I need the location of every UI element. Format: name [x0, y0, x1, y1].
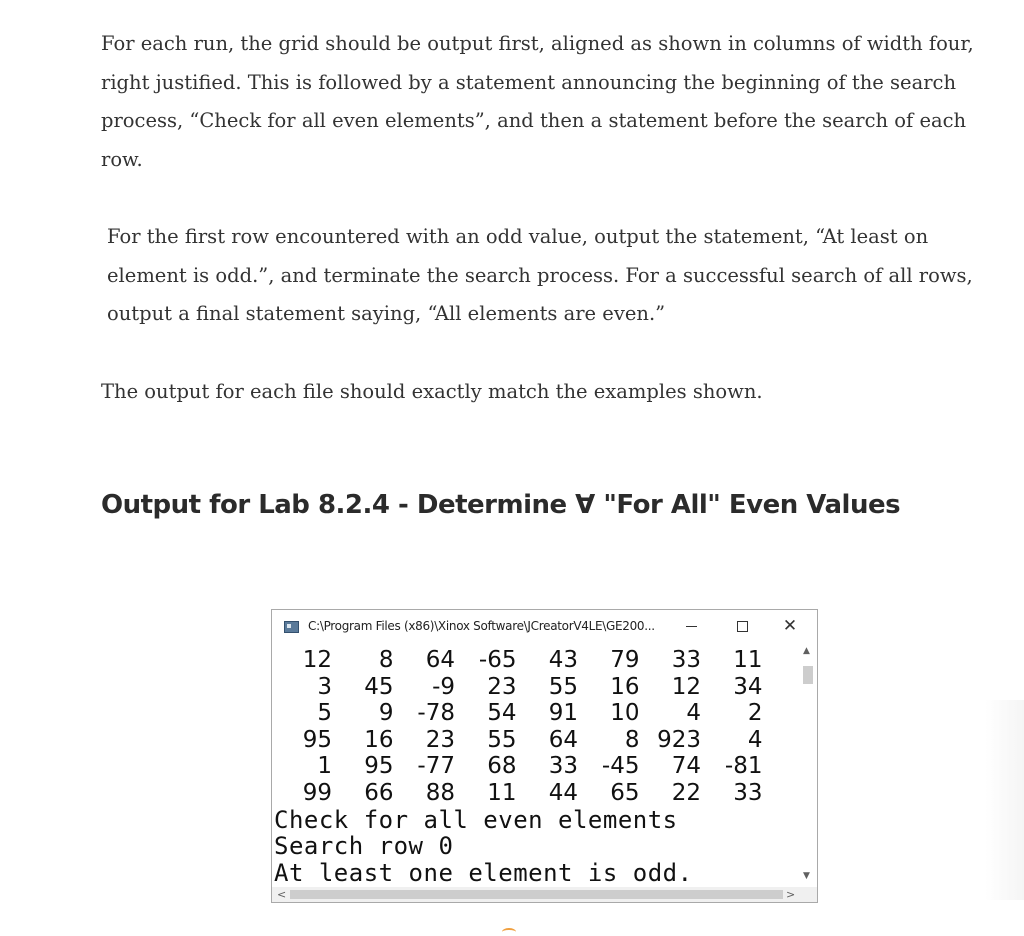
grid-cell: 11 — [487, 780, 517, 806]
grid-cell: -65 — [478, 647, 517, 673]
grid-cell: 23 — [425, 726, 455, 753]
grid-cell: 9 — [378, 700, 394, 727]
grid-cell: 22 — [671, 780, 701, 806]
vertical-scroll-thumb[interactable] — [803, 666, 813, 684]
grid-cell: 12 — [671, 673, 701, 700]
grid-cell: 66 — [364, 780, 394, 806]
grid-cell: 33 — [671, 647, 701, 673]
grid-cell: 23 — [487, 673, 517, 700]
grid-cell: 2 — [747, 700, 763, 727]
scroll-left-icon[interactable]: < — [277, 888, 287, 901]
minimize-icon — [686, 626, 697, 627]
console-output — [272, 642, 797, 887]
grid-cell: 64 — [548, 726, 578, 753]
grid-cell: 65 — [610, 780, 640, 806]
grid-cell: 55 — [548, 673, 578, 700]
grid-cell: 55 — [487, 726, 517, 753]
grid-cell: 5 — [317, 700, 332, 727]
decorative-mark — [502, 928, 516, 936]
grid-cell: 68 — [487, 753, 517, 780]
console-title: C:\Program Files (x86)\Xinox Software\JCreatorV4LE\GE200... — [308, 619, 655, 633]
grid-cell: 45 — [364, 673, 394, 700]
grid-cell: 10 — [610, 700, 640, 727]
grid-cell: 44 — [548, 780, 578, 806]
grid-cell: 99 — [302, 780, 332, 806]
grid-cell: -81 — [724, 753, 763, 780]
grid-cell: 95 — [364, 753, 394, 780]
horizontal-scroll-thumb[interactable] — [290, 890, 783, 899]
console-window — [271, 609, 818, 903]
console-output-line: Check for all even elements — [274, 805, 678, 834]
page-shadow — [985, 700, 1024, 900]
minimize-button[interactable] — [671, 614, 711, 638]
grid-cell: 33 — [733, 780, 763, 806]
console-app-icon — [284, 621, 299, 633]
grid-cell: 79 — [610, 647, 640, 673]
close-button[interactable] — [770, 614, 810, 638]
instruction-paragraph-3: The output for each file should exactly match the examples shown. — [101, 380, 763, 403]
maximize-icon — [737, 621, 748, 632]
grid-cell: 3 — [317, 673, 332, 700]
scroll-up-icon[interactable]: ▲ — [803, 646, 810, 656]
grid-cell: 16 — [364, 726, 394, 753]
maximize-button[interactable] — [722, 614, 762, 638]
instruction-paragraph-1: For each run, the grid should be output first, aligned as shown in columns of width four, right justified. This is followed by a statement announcing the beginning of the search process, “Check for all even elements”, and then a statement before the search of each row. — [101, 32, 974, 171]
grid-cell: 64 — [425, 647, 455, 673]
grid-cell: 34 — [733, 673, 763, 700]
horizontal-scrollbar[interactable] — [272, 887, 799, 902]
console-output-line: At least one element is odd. — [274, 858, 693, 887]
grid-cell: 4 — [747, 726, 763, 753]
console-titlebar[interactable] — [272, 610, 817, 642]
grid-cell: 12 — [302, 647, 332, 673]
instruction-paragraph-2: For the first row encountered with an odd value, output the statement, “At least on element is odd.”, and terminate the search process. For a successful search of all rows, output a final statement saying, “All elements are even.” — [107, 225, 973, 325]
grid-cell: -78 — [417, 700, 455, 727]
vertical-scrollbar[interactable] — [799, 642, 816, 887]
grid-cell: 8 — [378, 647, 394, 673]
grid-cell: 91 — [548, 700, 578, 727]
grid-cell: -45 — [601, 753, 640, 780]
grid-cell: 43 — [548, 647, 578, 673]
grid-cell: 8 — [624, 726, 640, 753]
grid-cell: -9 — [432, 673, 455, 700]
grid-cell: 1 — [317, 753, 332, 780]
grid-cell: 923 — [657, 726, 701, 753]
scroll-down-icon[interactable]: ▼ — [803, 871, 810, 881]
console-output-line: Search row 0 — [274, 832, 454, 861]
grid-cell: 16 — [610, 673, 640, 700]
grid-cell: 95 — [302, 726, 332, 753]
grid-cell: 11 — [733, 647, 763, 673]
grid-cell: 74 — [671, 753, 701, 780]
scroll-right-icon[interactable]: > — [786, 888, 796, 901]
resize-grip[interactable] — [799, 887, 817, 902]
grid-cell: 88 — [425, 780, 455, 806]
grid-cell: 33 — [548, 753, 578, 780]
section-heading: Output for Lab 8.2.4 - Determine ∀ "For All" Even Values — [101, 490, 901, 520]
close-icon: ✕ — [782, 616, 798, 636]
grid-cell: 54 — [487, 700, 517, 727]
grid-cell: -77 — [417, 753, 455, 780]
grid-cell: 4 — [686, 700, 701, 727]
